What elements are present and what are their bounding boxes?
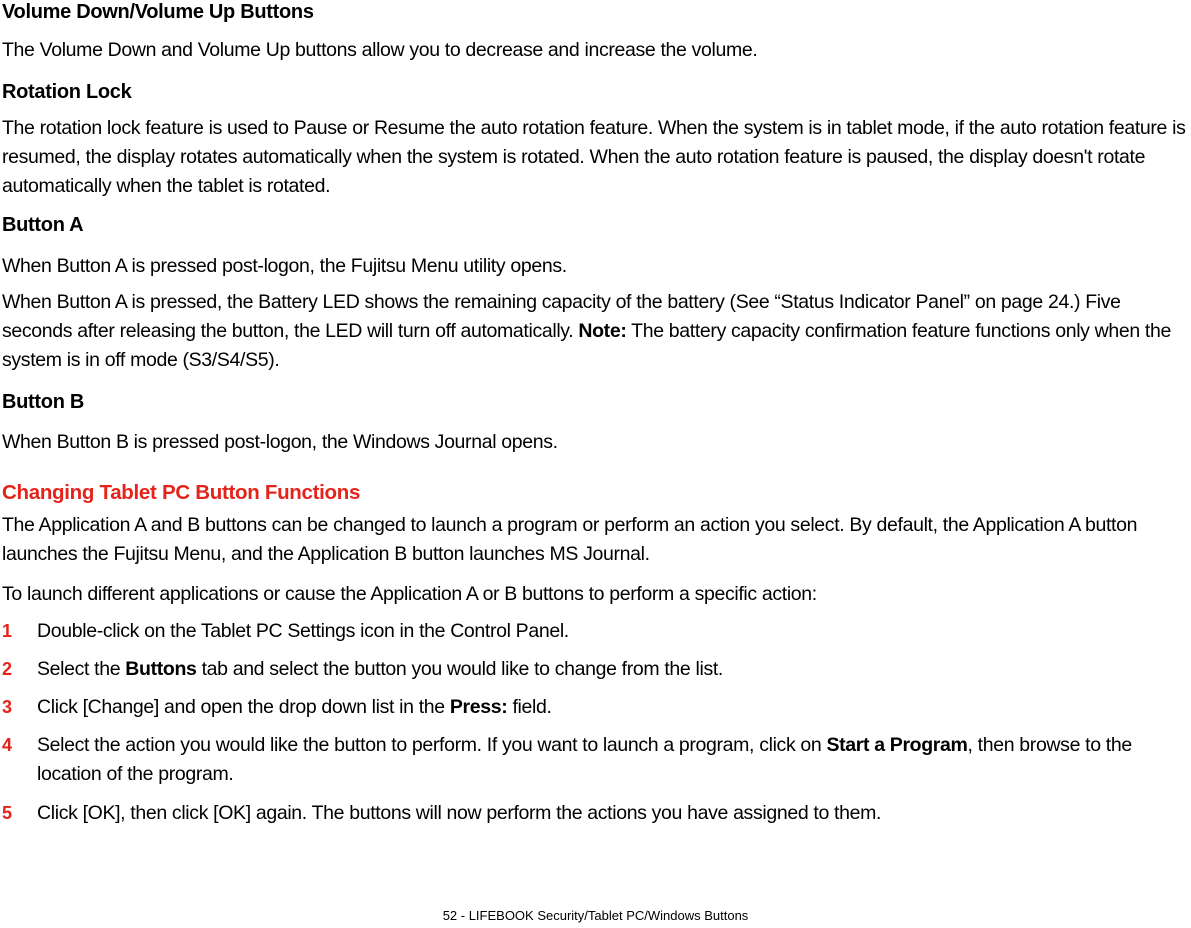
step-text bbox=[37, 655, 1189, 684]
changing-functions-heading: Changing Tablet PC Button Functions bbox=[2, 481, 361, 504]
rotation-lock-heading: Rotation Lock bbox=[2, 81, 132, 103]
volume-paragraph: The Volume Down and Volume Up buttons allow you to decrease and increase the volume. bbox=[2, 39, 758, 61]
step-number: 1 bbox=[2, 621, 12, 641]
step-item bbox=[2, 655, 1189, 684]
button-a-text-pre: When Button A is pressed, the Battery LED shows the remaining capacity of the battery (See “Status Indicator Panel” on page 24.) Five seconds after releasing the button, the LED will turn off automatically. bbox=[2, 291, 1121, 342]
changing-functions-paragraph: The Application A and B buttons can be changed to launch a program or perform an action you select. By default, the Application A button launches the Fujitsu Menu, and the Application B button launches MS Journal. bbox=[2, 514, 1138, 565]
step-text bbox=[37, 617, 1189, 646]
step-text-pre: Select the bbox=[37, 658, 126, 680]
button-a-heading: Button A bbox=[2, 214, 84, 236]
step-text-post: tab and select the button you would like to change from the list. bbox=[196, 658, 723, 680]
step-text-pre: Double-click on the Tablet PC Settings icon in the Control Panel. bbox=[37, 620, 569, 642]
step-text bbox=[37, 693, 1189, 722]
step-text-bold: Buttons bbox=[125, 658, 197, 680]
step-text bbox=[37, 799, 1189, 828]
note-label: Note: bbox=[578, 320, 627, 342]
step-number: 2 bbox=[2, 659, 12, 679]
step-text-bold: Start a Program bbox=[826, 734, 968, 756]
button-a-text-post: The battery capacity confirmation feature functions only when the system is in off mode (S3/S4/S5). bbox=[2, 320, 1171, 371]
step-text-post: , then browse to the location of the program. bbox=[37, 734, 1132, 785]
step-number: 5 bbox=[2, 803, 12, 823]
step-item bbox=[2, 693, 1189, 722]
step-item bbox=[2, 799, 1189, 828]
rotation-lock-paragraph: The rotation lock feature is used to Pause or Resume the auto rotation feature. When the system is in tablet mode, if the auto rotation feature is resumed, the display rotates automatically when the system is rotated. When the auto rotation feature is paused, the display doesn't rotate automatically when the tablet is rotated. bbox=[2, 117, 1186, 197]
button-b-heading: Button B bbox=[2, 391, 85, 413]
step-number: 4 bbox=[2, 735, 12, 755]
launch-intro-paragraph: To launch different applications or cause the Application A or B buttons to perform a specific action: bbox=[2, 583, 817, 605]
volume-heading: Volume Down/Volume Up Buttons bbox=[2, 1, 314, 23]
button-a-paragraph-2 bbox=[2, 288, 1189, 375]
step-text-pre: Click [Change] and open the drop down list in the bbox=[37, 696, 450, 718]
step-text-post: field. bbox=[507, 696, 552, 718]
button-b-paragraph: When Button B is pressed post-logon, the Windows Journal opens. bbox=[2, 431, 558, 453]
button-a-paragraph-1: When Button A is pressed post-logon, the Fujitsu Menu utility opens. bbox=[2, 255, 567, 277]
step-number: 3 bbox=[2, 697, 12, 717]
step-text bbox=[37, 731, 1189, 789]
step-item bbox=[2, 617, 1189, 646]
step-item bbox=[2, 731, 1189, 789]
page-footer: 52 - LIFEBOOK Security/Tablet PC/Windows Buttons bbox=[442, 908, 749, 923]
step-text-bold: Press: bbox=[449, 696, 508, 718]
step-text-pre: Select the action you would like the button to perform. If you want to launch a program, click on bbox=[37, 734, 827, 756]
step-text-pre: Click [OK], then click [OK] again. The buttons will now perform the actions you have assigned to them. bbox=[37, 802, 882, 824]
